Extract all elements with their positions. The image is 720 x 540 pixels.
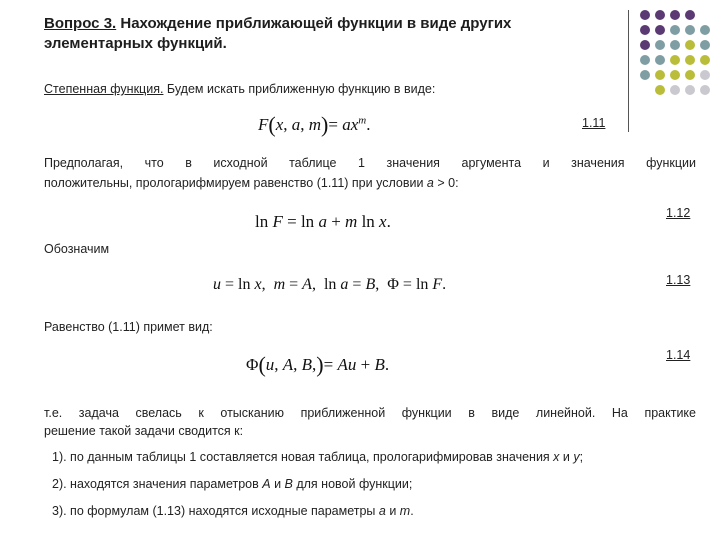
decorative-dot xyxy=(700,25,710,35)
decorative-dot xyxy=(685,10,695,20)
decorative-dot xyxy=(700,85,710,95)
paragraph-line: Равенство (1.11) примет вид: xyxy=(44,320,213,334)
decorative-dot xyxy=(670,40,680,50)
decorative-dot xyxy=(670,10,680,20)
formula-1-13: u = ln x, m = A, ln a = B, Φ = ln F. xyxy=(213,276,447,293)
decorative-dot xyxy=(685,55,695,65)
decorative-dot xyxy=(700,55,710,65)
formula-1-12: ln F = ln a + m ln x. xyxy=(255,212,391,231)
decorative-dot xyxy=(685,70,695,80)
decorative-dot xyxy=(655,55,665,65)
paragraph-line: положительны, прологарифмируем равенство (1.11) при условии a > 0: xyxy=(44,176,459,190)
decorative-dot xyxy=(640,25,650,35)
question-label: Вопрос 3. xyxy=(44,15,117,32)
equation-number: 1.13 xyxy=(666,273,691,287)
decorative-dot xyxy=(685,40,695,50)
decorative-dot xyxy=(655,40,665,50)
section-text: Будем искать приближенную функцию в виде: xyxy=(163,82,436,96)
decorative-dot xyxy=(655,10,665,20)
list-item: 2). находятся значения параметров A и B для новой функции; xyxy=(52,477,413,491)
equation-number: 1.14 xyxy=(666,348,691,362)
divider-line xyxy=(628,10,629,132)
decorative-dot xyxy=(655,85,665,95)
formula-1-14: Φ(u, A, B,)= Au + B. xyxy=(246,352,390,377)
list-item: 1). по данным таблицы 1 составляется новая таблица, прологарифмировав значения x и y; xyxy=(52,450,584,464)
decorative-dot xyxy=(670,55,680,65)
decorative-dot xyxy=(655,25,665,35)
paragraph-line: т.е. задача свелась к отысканию приближенной функции в виде линейной. На практике xyxy=(44,406,696,420)
section-label: Степенная функция. xyxy=(44,82,164,96)
decorative-dot xyxy=(640,70,650,80)
decorative-dot xyxy=(640,40,650,50)
decorative-dot xyxy=(640,10,650,20)
paragraph-line: решение такой задачи сводится к: xyxy=(44,424,244,438)
paragraph-line: Предполагая, что в исходной таблице 1 значения аргумента и значения функции xyxy=(44,156,696,170)
formula-1-11: F(x, a, $m)= ax^m$. xyxy=(258,112,371,137)
page-title xyxy=(44,14,604,54)
title-text: Нахождение приближающей функции в виде других xyxy=(116,15,512,32)
decorative-dot xyxy=(640,55,650,65)
decorative-dot xyxy=(670,25,680,35)
section-intro xyxy=(44,80,604,98)
decorative-dot xyxy=(670,85,680,95)
decorative-dot xyxy=(685,85,695,95)
decorative-dot xyxy=(685,25,695,35)
list-item: 3). по формулам (1.13) находятся исходные параметры a и m. xyxy=(52,504,414,518)
decorative-dot xyxy=(700,70,710,80)
decorative-dot xyxy=(670,70,680,80)
equation-number: 1.12 xyxy=(666,206,691,220)
paragraph-line: Обозначим xyxy=(44,242,110,256)
equation-number: 1.11 xyxy=(582,116,606,130)
decorative-dot xyxy=(700,40,710,50)
decorative-dot xyxy=(655,70,665,80)
title-line2: элементарных функций. xyxy=(44,35,227,52)
